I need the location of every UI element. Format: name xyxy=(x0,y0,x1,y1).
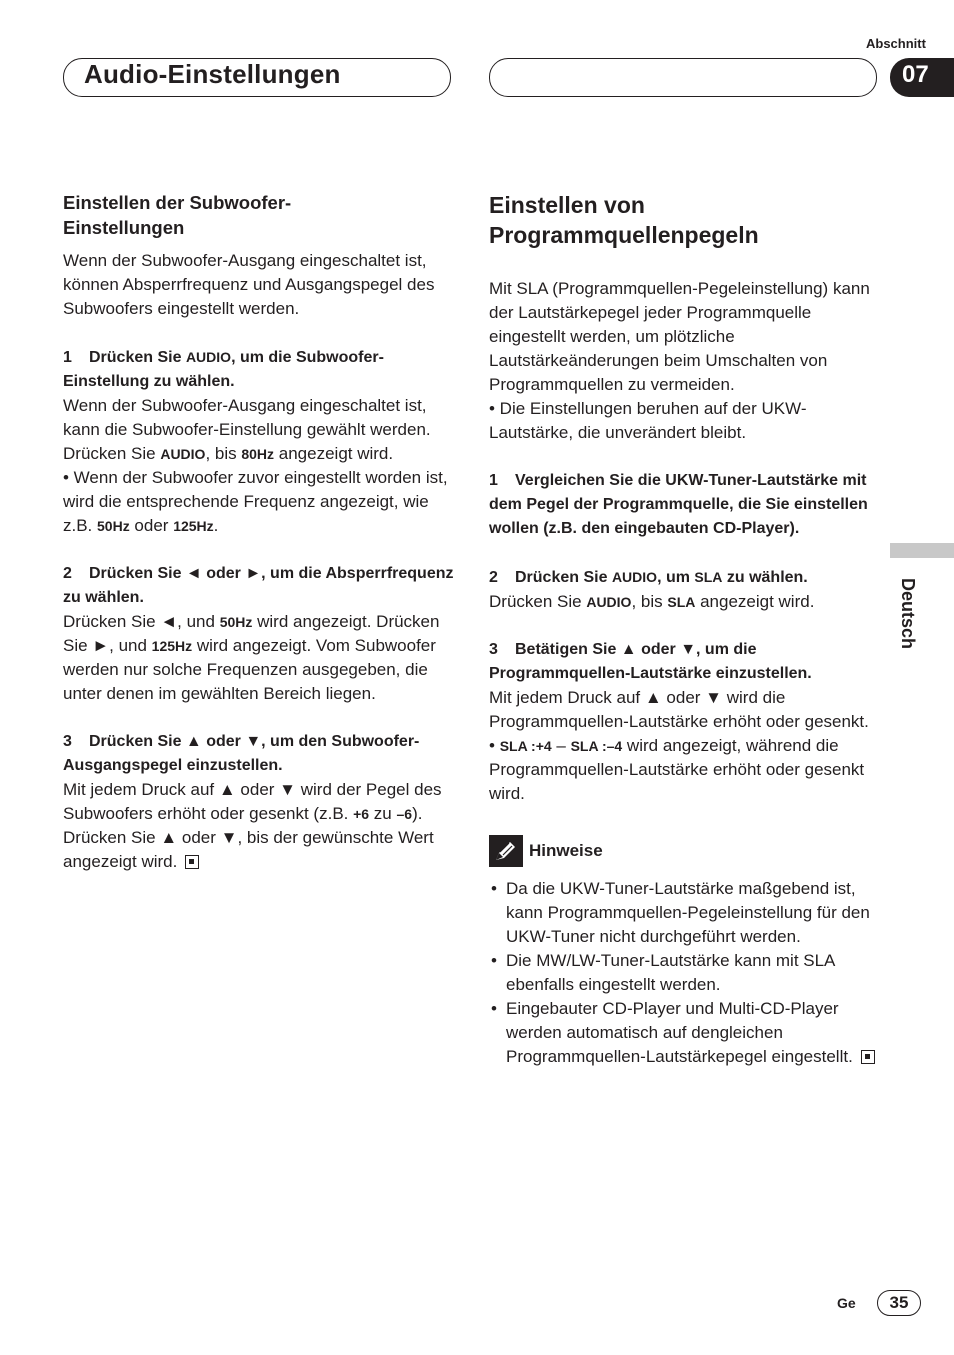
note-item: • Die MW/LW-Tuner-Lautstärke kann mit SLA ebenfalls eingestellt werden. xyxy=(489,949,881,997)
right-step2-heading xyxy=(489,565,881,590)
left-column xyxy=(63,190,455,874)
pencil-note-icon xyxy=(489,835,523,867)
note-item xyxy=(489,997,881,1069)
right-step3-bullet xyxy=(489,734,881,806)
step-body-text: wird angezeigt. Vom Subwoofer werden nur solche Frequenzen ausgegeben, die unter denen im gewählten Bereich liegen. xyxy=(63,636,436,703)
step-text: Betätigen Sie ▲ oder ▼, um die Programmquellen-Lautstärke einzustellen. xyxy=(489,641,812,682)
step-text: zu wählen. xyxy=(722,569,808,586)
step-body-text: , bis xyxy=(205,444,242,463)
left-step3-body xyxy=(63,778,455,826)
language-label: Deutsch xyxy=(898,578,918,650)
key-label: SLA :+4 xyxy=(499,738,552,754)
bullet-text: oder xyxy=(129,516,174,535)
key-label: 125Hz xyxy=(151,638,193,654)
page-title: Audio-Einstellungen xyxy=(84,59,341,89)
step-number: 1 xyxy=(489,472,498,489)
step-text: Drücken Sie ◄ oder ►, um die Absperrfrequenz zu wählen. xyxy=(63,565,454,606)
right-step3-body: Mit jedem Druck auf ▲ oder ▼ wird die Programmquellen-Lautstärke erhöht oder gesenkt. xyxy=(489,688,869,731)
chapter-number-tab: 07 xyxy=(890,58,954,97)
step-text: , um die Subwoofer-Einstellung zu wählen. xyxy=(63,349,384,390)
step-text: Drücken Sie xyxy=(89,349,186,366)
right-intro-bullet: • Die Einstellungen beruhen auf der UKW-Lautstärke, die unverändert bleibt. xyxy=(489,399,807,442)
step-body-text: zu xyxy=(369,804,397,823)
step-body-text: Wenn der Subwoofer-Ausgang eingeschaltet ist, kann die Subwoofer-Einstellung gewählt werden. Drücken Sie xyxy=(63,396,431,463)
bullet-text: • xyxy=(489,736,500,755)
bullet-text: wird angezeigt, während die Programmquellen-Lautstärke erhöht oder gesenkt wird. xyxy=(489,736,865,803)
step-body-text: wird angezeigt. Drücken Sie ►, und xyxy=(63,612,440,655)
key-label: AUDIO xyxy=(611,569,658,585)
step-body-text: Drücken Sie ◄, und xyxy=(63,612,220,631)
key-label: SLA xyxy=(667,594,696,610)
right-column xyxy=(489,190,881,1069)
step-text: Vergleichen Sie die UKW-Tuner-Lautstärke mit dem Pegel der Programmquelle, die Sie einstellen wollen (z.B. den eingebauten CD-Player). xyxy=(489,472,868,537)
key-label: AUDIO xyxy=(160,446,206,462)
bullet-text: – xyxy=(551,736,571,755)
key-label: 50Hz xyxy=(219,614,253,630)
end-mark-icon xyxy=(185,855,199,869)
left-step1-heading xyxy=(63,345,455,394)
notes-list xyxy=(489,877,881,1069)
step-number: 1 xyxy=(63,349,72,366)
notes-header xyxy=(489,835,881,873)
key-label: –6 xyxy=(396,806,413,822)
key-label: AUDIO xyxy=(185,349,232,365)
left-step2-body xyxy=(63,610,455,706)
left-step3-heading xyxy=(63,730,455,778)
step-body-text: angezeigt wird. xyxy=(695,592,815,611)
key-label: AUDIO xyxy=(586,594,632,610)
step-number: 2 xyxy=(489,569,498,586)
language-code: Ge xyxy=(837,1295,856,1311)
key-label: 80Hz xyxy=(241,446,275,462)
step-body-text: angezeigt wird. xyxy=(274,444,394,463)
empty-header-frame xyxy=(489,58,877,97)
end-mark-icon xyxy=(861,1050,875,1064)
right-step1-heading xyxy=(489,469,881,541)
right-step2-body xyxy=(489,590,881,614)
step-body-text: , bis xyxy=(631,592,668,611)
left-step1-body xyxy=(63,394,455,466)
language-tab-bar xyxy=(890,543,954,558)
note-item: • Da die UKW-Tuner-Lautstärke maßgebend ist, kann Programmquellen-Pegeleinstellung für den UKW-Tuner nicht durchgeführt werden. xyxy=(489,877,881,949)
step-text: Drücken Sie ▲ oder ▼, um den Subwoofer-Ausgangspegel einzustellen. xyxy=(63,733,420,774)
right-step3-heading xyxy=(489,638,881,686)
left-step2-heading xyxy=(63,562,455,610)
step-body-text: Mit jedem Druck auf ▲ oder ▼ wird der Pegel des Subwoofers erhöht oder gesenkt (z.B. xyxy=(63,780,442,823)
key-label: SLA :–4 xyxy=(570,738,623,754)
key-label: +6 xyxy=(353,806,370,822)
bullet-text: . xyxy=(213,516,219,535)
left-step3-body2 xyxy=(63,826,455,874)
key-label: 50Hz xyxy=(97,518,130,534)
step-number: 3 xyxy=(489,641,498,658)
left-heading: Einstellen der Subwoofer- Einstellungen xyxy=(63,192,292,238)
step-number: 2 xyxy=(63,565,72,582)
notes-label: Hinweise xyxy=(529,841,603,860)
key-label: 125Hz xyxy=(173,518,214,534)
left-step1-bullet xyxy=(63,466,455,538)
section-label: Abschnitt xyxy=(866,36,926,51)
step-body-text: ). xyxy=(412,804,423,823)
key-label: SLA xyxy=(694,569,723,585)
left-intro: Wenn der Subwoofer-Ausgang eingeschaltet ist, können Absperrfrequenz und Ausgangspegel des Subwoofers eingestellt werden. xyxy=(63,251,435,318)
right-heading: Einstellen von Programmquellenpegeln xyxy=(489,192,759,248)
bullet-text: • Wenn der Subwoofer zuvor eingestellt worden ist, wird die entsprechende Frequenz angezeigt, wie z.B. xyxy=(63,468,448,535)
step-text: Drücken Sie xyxy=(515,569,612,586)
page-number: 35 xyxy=(877,1290,921,1316)
note-text: Eingebauter CD-Player und Multi-CD-Player werden automatisch auf dengleichen Programmquellen-Lautstärkepegel eingestellt. xyxy=(506,999,853,1066)
step-body-text: Drücken Sie xyxy=(489,592,587,611)
step-text: , um xyxy=(657,569,695,586)
step-number: 3 xyxy=(63,733,72,750)
step-body-text: Drücken Sie ▲ oder ▼, bis der gewünschte Wert angezeigt wird. xyxy=(63,828,434,871)
right-intro: Mit SLA (Programmquellen-Pegeleinstellung) kann der Lautstärkepegel jeder Programmquelle eingestellt werden, um plötzliche Lautstärkeänderungen beim Umschalten von Programmquellen zu vermeiden. xyxy=(489,279,870,394)
